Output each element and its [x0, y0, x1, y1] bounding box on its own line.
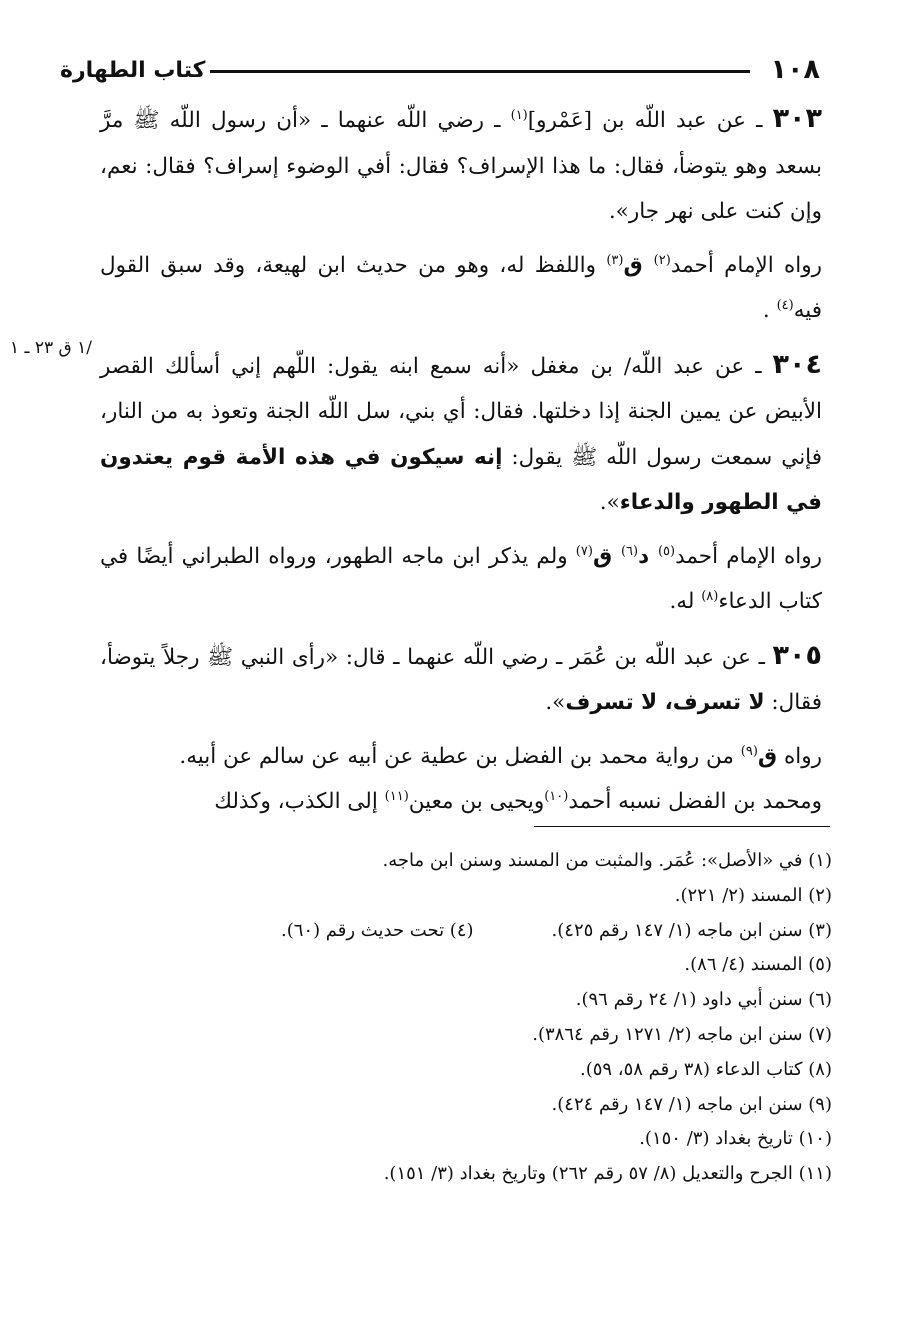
- footnote-ref: (١): [510, 107, 528, 123]
- footnote-row-3-4: [92, 914, 832, 949]
- source-text: واللفظ له، وهو من حديث ابن لهيعة، وقد سبق القول فيه: [100, 252, 822, 323]
- hadith-305-source: [100, 734, 822, 825]
- source-code: ق: [592, 543, 621, 569]
- source-text: رواه: [777, 743, 822, 769]
- footnote-ref: (٣): [606, 252, 624, 268]
- source-text: من رواية محمد بن الفضل بن عطية عن أبيه عن سالم عن أبيه.: [179, 743, 741, 769]
- hadith-bold-text: لا تسرف، لا تسرف: [565, 690, 765, 715]
- footnotes: [92, 844, 832, 1192]
- footnote-ref: (٩): [740, 743, 758, 759]
- footnote-1: (١) في «الأصل»: عُمَر. والمثبت من المسند وسنن ابن ماجه.: [382, 850, 832, 871]
- footnote-ref: (٤): [776, 297, 794, 313]
- footnote-ref: (١٠): [544, 788, 569, 804]
- main-text: [100, 96, 822, 833]
- source-text: له.: [669, 589, 702, 614]
- hadith-305: [100, 633, 822, 726]
- hadith-304-source: [100, 534, 822, 625]
- hadith-text: ».: [599, 490, 620, 515]
- source-text: ومحمد بن الفضل نسبه أحمد: [568, 789, 822, 814]
- footnote-4: (٤) تحت حديث رقم (٦٠).: [280, 919, 474, 941]
- footnote-9: (٩) سنن ابن ماجه (١/ ١٤٧ رقم ٤٢٤).: [551, 1093, 832, 1115]
- hadith-number: ٣٠٤: [772, 348, 822, 380]
- footnote-10: (١٠) تاريخ بغداد (٣/ ١٥٠).: [639, 1128, 832, 1150]
- source-code: ق: [623, 252, 654, 278]
- source-text: .: [762, 298, 777, 323]
- source-text: رواه الإمام أحمد: [675, 543, 822, 569]
- source-text: ويحيى بن معين: [408, 789, 545, 814]
- footnote-ref: (١١): [384, 788, 409, 804]
- margin-manuscript-reference: /١ ق ٢٣ ـ ١: [9, 338, 92, 358]
- source-text: إلى الكذب، وكذلك: [214, 789, 385, 814]
- hadith-number: ٣٠٣: [772, 103, 823, 134]
- source-text: رواه الإمام أحمد: [670, 252, 823, 278]
- book-title: كتاب الطهارة: [60, 58, 206, 83]
- hadith-bold-text: إنه سيكون في هذه الأمة قوم يعتدون في الطهور والدعاء: [100, 444, 822, 515]
- footnote-separator: [534, 826, 830, 827]
- source-code: ق: [757, 743, 778, 769]
- hadith-text: ـ عن عبد اللّه بن عُمَر ـ رضي اللّه عنهما ـ قال: «رأى النبي ﷺ رجلاً يتوضأ، فقال:: [100, 644, 822, 715]
- hadith-text: ـ عن عبد اللّه/ بن مغفل «أنه سمع ابنه يقول: اللّهم إني أسألك القصر الأبيض عن يمين الجنة إذا دخلتها. فقال: أي بني، سل اللّه الجنة وتعوذ به من النار، فإني سمعت رسول اللّه ﷺ يقول:: [100, 353, 823, 470]
- footnote-ref: (٥): [657, 543, 676, 559]
- footnote-ref: (٧): [575, 543, 593, 559]
- footnote-ref: (٨): [701, 588, 719, 604]
- page-number: ١٠٨: [770, 54, 820, 85]
- hadith-303-source: [100, 243, 822, 334]
- running-header: [60, 52, 820, 92]
- hadith-304: [100, 342, 822, 526]
- footnote-5: (٥) المسند (٤/ ٨٦).: [684, 954, 832, 976]
- footnote-6: (٦) سنن أبي داود (١/ ٢٤ رقم ٩٦).: [575, 989, 832, 1011]
- footnote-8: (٨) كتاب الدعاء (٣٨ رقم ٥٨، ٥٩).: [579, 1058, 832, 1080]
- footnote-11: (١١) الجرح والتعديل (٨/ ٥٧ رقم ٢٦٢) وتاريخ بغداد (٣/ ١٥١).: [383, 1163, 832, 1185]
- hadith-text: ـ رضي اللّه عنهما ـ «أن رسول اللّه ﷺ مرَّ بسعد وهو يتوضأ، فقال: ما هذا الإسراف؟ فقال: أفي الوضوء إسراف؟ فقال: نعم، وإن كنت على نهر جار».: [100, 108, 822, 224]
- footnote-3: (٣) سنن ابن ماجه (١/ ١٤٧ رقم ٤٢٥).: [551, 919, 832, 941]
- hadith-text: ـ عن عبد اللّه بن [عَمْرو]: [527, 108, 773, 133]
- source-code: د: [638, 543, 658, 569]
- hadith-number: ٣٠٥: [772, 639, 822, 671]
- hadith-text: ».: [545, 690, 566, 715]
- source-text: ولم يذكر ابن ماجه الطهور، ورواه الطبراني أيضًا في كتاب الدعاء: [100, 543, 822, 614]
- footnote-ref: (٦): [620, 543, 639, 559]
- header-rule: [210, 70, 750, 73]
- footnote-7: (٧) سنن ابن ماجه (٢/ ١٢٧١ رقم ٣٨٦٤).: [532, 1023, 832, 1045]
- footnote-2: (٢) المسند (٢/ ٢٢١).: [674, 884, 832, 906]
- footnote-ref: (٢): [653, 252, 671, 268]
- hadith-303: [100, 96, 822, 235]
